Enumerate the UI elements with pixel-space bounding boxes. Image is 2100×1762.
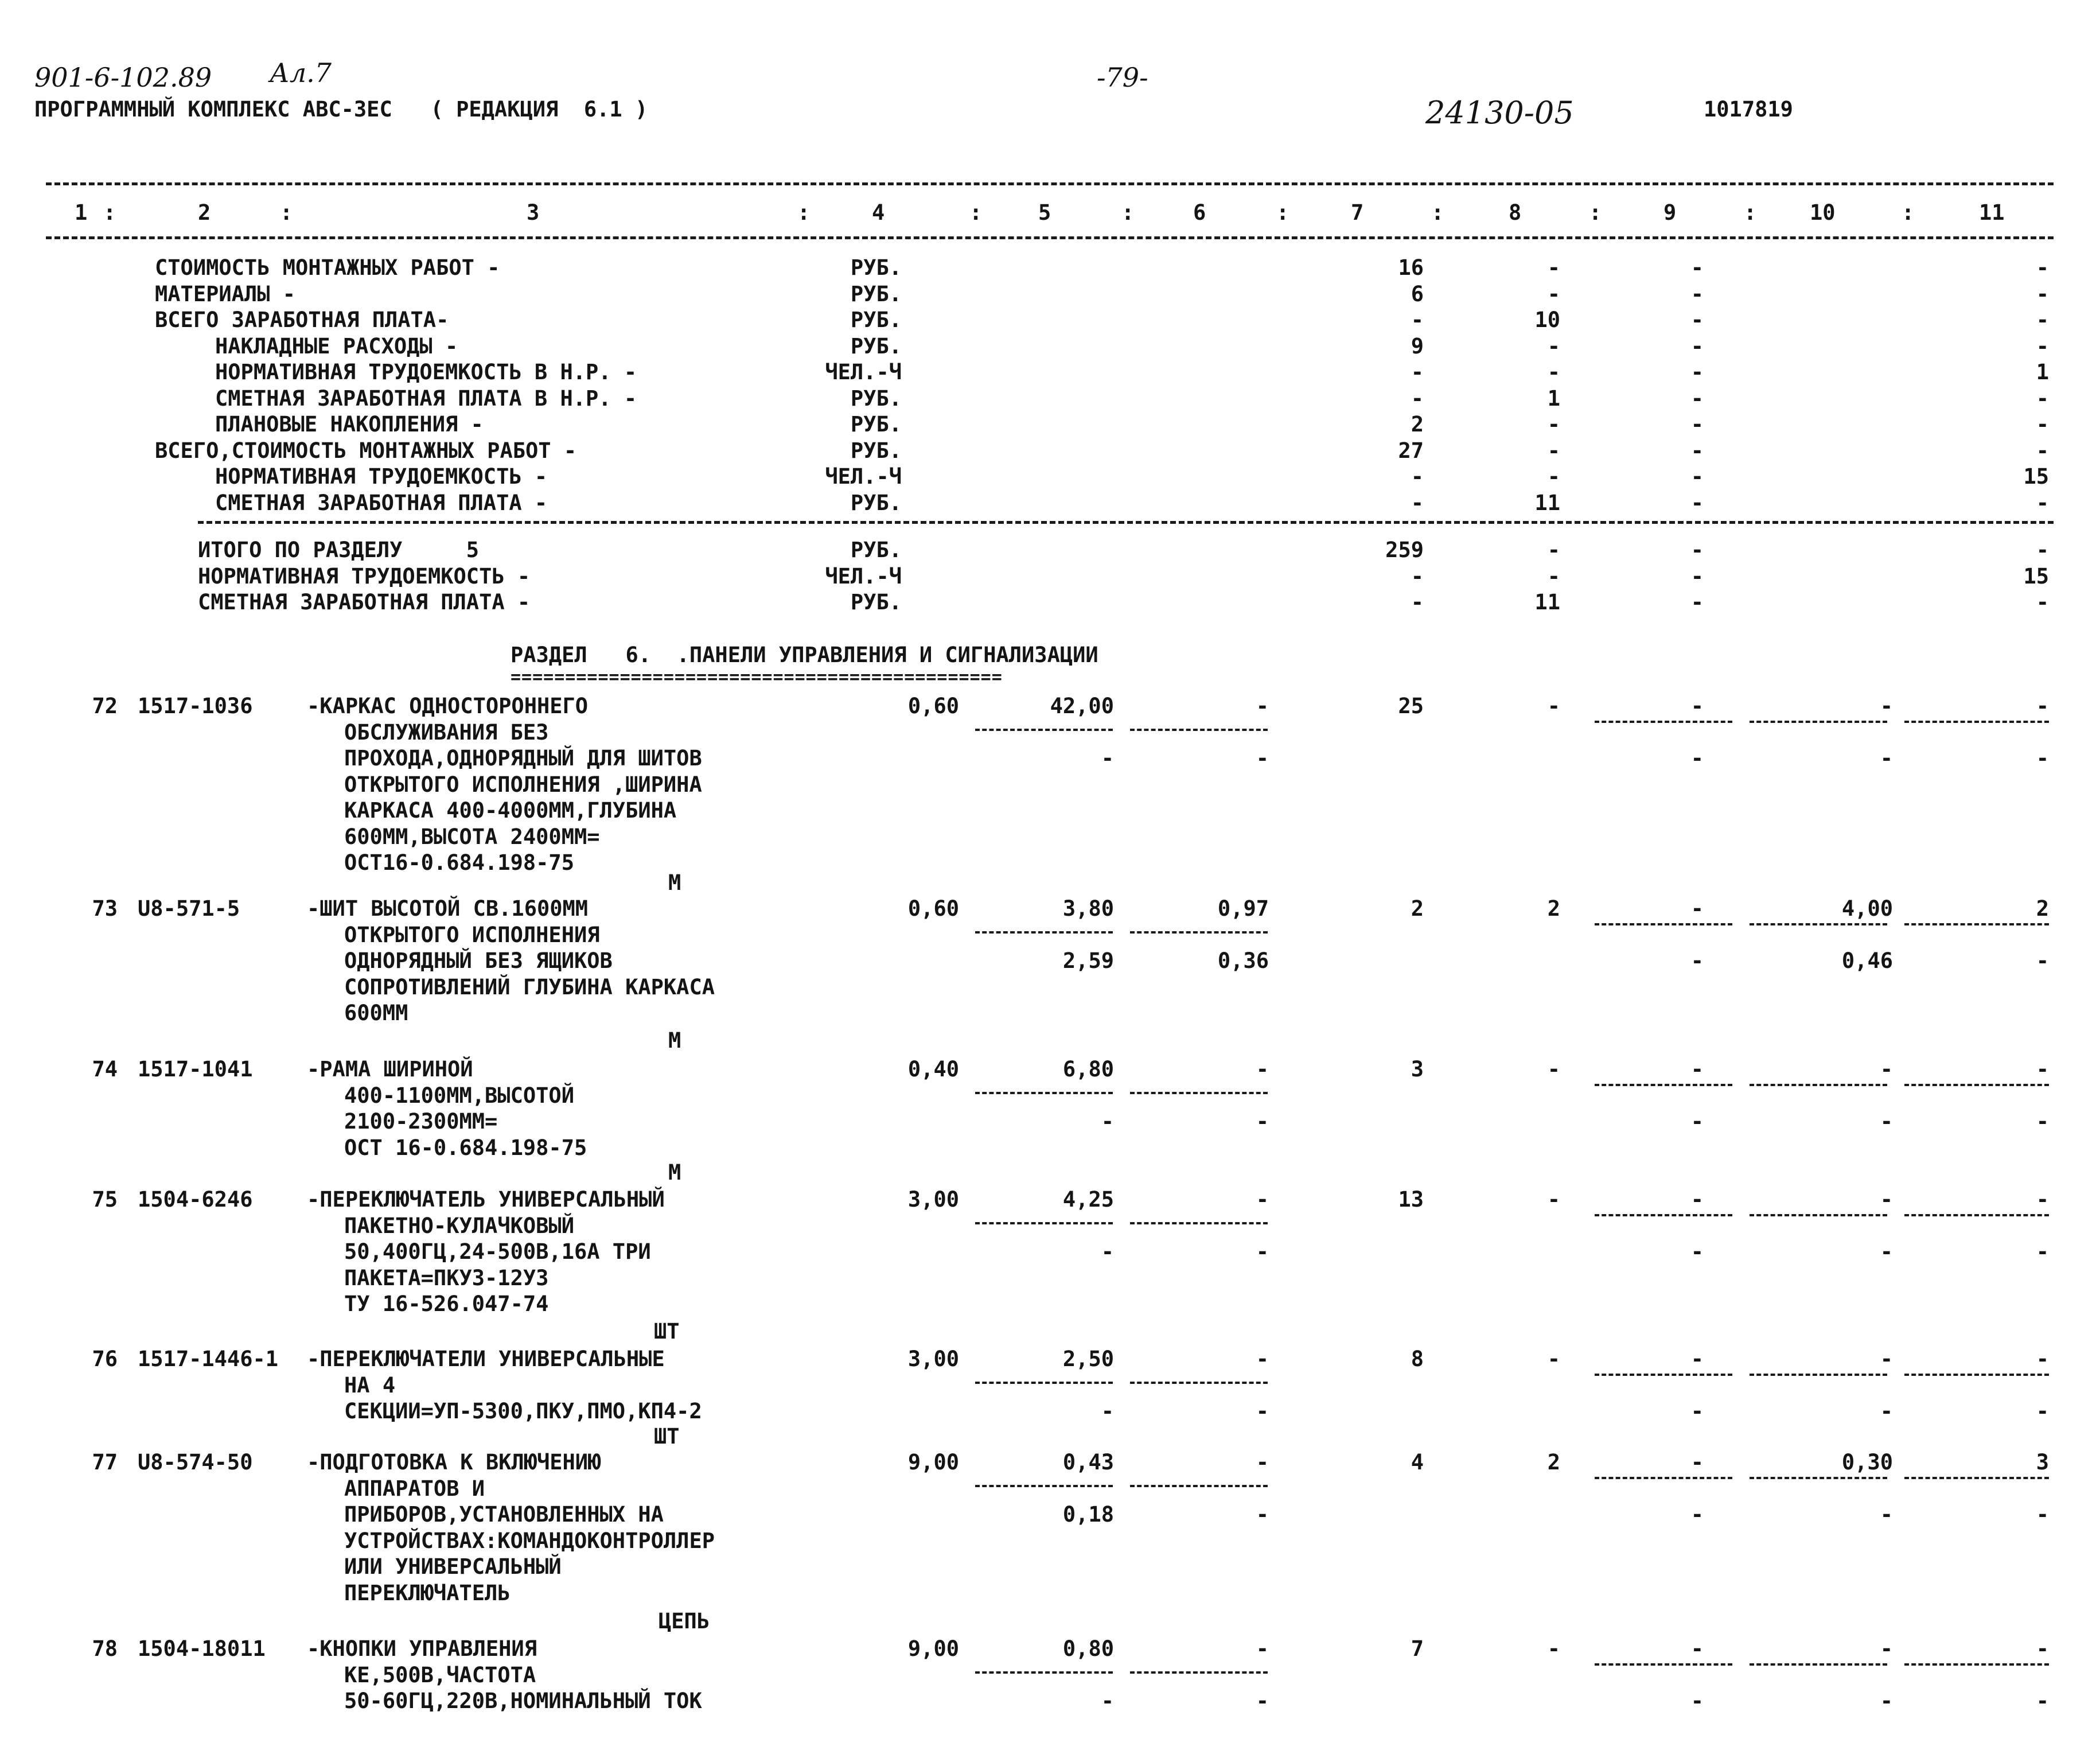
summary-label: СТОИМОСТЬ МОНТАЖНЫХ РАБОТ - <box>155 255 500 280</box>
item-description: -ШИТ ВЫСОТОЙ СВ.1600ММ <box>307 896 589 921</box>
cost-divider <box>975 1092 1113 1094</box>
item-number: 73 <box>92 896 118 921</box>
summary-col11: - <box>2036 255 2049 280</box>
summary-col9: - <box>1690 386 1704 411</box>
item-col10-sub: 0,46 <box>1841 948 1893 973</box>
section-underline: ============================================= <box>511 667 1003 687</box>
item-col6-sub: 0,36 <box>1217 948 1269 973</box>
cost-divider <box>1130 729 1268 731</box>
item-unit: М <box>668 1160 681 1185</box>
cost-divider <box>1904 1084 2049 1086</box>
summary-label: ВСЕГО ЗАРАБОТНАЯ ПЛАТА- <box>155 308 449 332</box>
item-description: ОСТ 16-0.684.198-75 <box>344 1135 587 1160</box>
summary-col7: - <box>1411 360 1424 384</box>
col-6: 6 <box>1193 200 1206 225</box>
summary-col9: - <box>1690 490 1704 515</box>
item-description: ПАКЕТА=ПКУ3-12У3 <box>344 1265 549 1290</box>
item-col7: 4 <box>1411 1450 1424 1475</box>
col-1: 1 <box>75 200 88 225</box>
cost-divider <box>1130 1092 1268 1094</box>
item-col11: - <box>2036 1187 2049 1212</box>
summary-col8: 11 <box>1534 490 1560 515</box>
summary-unit: РУБ. <box>850 281 902 306</box>
item-col6: - <box>1256 1450 1269 1475</box>
item-col9-sub: - <box>1690 1689 1704 1713</box>
cost-divider <box>1130 1222 1268 1224</box>
col-9: 9 <box>1663 200 1677 225</box>
item-col5-sub: - <box>1101 1399 1114 1423</box>
summary-unit: РУБ. <box>850 490 902 515</box>
cost-divider <box>1595 923 1732 925</box>
summary-col11: 1 <box>2036 360 2049 384</box>
item-description: ОТКРЫТОГО ИСПОЛНЕНИЯ <box>344 922 600 947</box>
item-col9: - <box>1690 1347 1704 1371</box>
item-col4: 9,00 <box>907 1636 959 1661</box>
item-col9-sub: - <box>1690 1239 1704 1264</box>
item-col10: - <box>1880 1347 1893 1371</box>
totals-col7: - <box>1411 563 1424 589</box>
item-col7: 7 <box>1411 1636 1424 1661</box>
item-col4: 3,00 <box>907 1187 959 1212</box>
cost-divider <box>1130 1671 1268 1674</box>
item-code: U8-571-5 <box>138 896 240 921</box>
item-col5: 42,00 <box>1050 694 1114 718</box>
summary-col7: - <box>1411 308 1424 332</box>
summary-label: СМЕТНАЯ ЗАРАБОТНАЯ ПЛАТА - <box>215 490 548 515</box>
item-description: 400-1100ММ,ВЫСОТОЙ <box>344 1083 574 1108</box>
item-description: -РАМА ШИРИНОЙ <box>307 1057 473 1082</box>
summary-col9: - <box>1690 464 1704 489</box>
summary-col11: - <box>2036 490 2049 515</box>
item-col10: - <box>1880 1187 1893 1212</box>
summary-col7: 27 <box>1398 438 1424 463</box>
summary-col9: - <box>1690 333 1704 359</box>
col-3: 3 <box>527 200 540 225</box>
cost-divider <box>975 1222 1113 1224</box>
item-unit: ЦЕПЬ <box>659 1609 710 1633</box>
item-col7: 8 <box>1411 1347 1424 1371</box>
item-description: УСТРОЙСТВАХ:КОМАНДОКОНТРОЛЛЕР <box>344 1528 715 1553</box>
handwritten-album: Ал.7 <box>270 57 332 88</box>
item-col11: 2 <box>2036 896 2049 921</box>
cost-divider <box>975 1382 1113 1384</box>
summary-col9: - <box>1690 308 1704 332</box>
summary-col11: - <box>2036 412 2049 437</box>
item-description: ОБСЛУЖИВАНИЯ БЕЗ <box>344 719 549 745</box>
program-title: ПРОГРАММНЫЙ КОМПЛЕКС АВС-3ЕС ( РЕДАКЦИЯ 6.1 ) <box>34 97 648 122</box>
cost-divider <box>1750 1477 1887 1479</box>
cost-divider <box>1750 1214 1887 1216</box>
item-description: 2100-2300ММ= <box>344 1109 498 1134</box>
item-description: -ПОДГОТОВКА К ВКЛЮЧЕНИЮ <box>307 1450 601 1475</box>
summary-col11: 15 <box>2023 464 2049 489</box>
summary-unit: РУБ. <box>850 386 902 411</box>
header-top-rule <box>46 182 2054 185</box>
cost-divider <box>1904 1663 2049 1666</box>
item-col6: - <box>1256 1057 1269 1082</box>
item-col10-sub: - <box>1880 1399 1893 1423</box>
col-7: 7 <box>1351 200 1364 225</box>
item-description: 600ММ,ВЫСОТА 2400ММ= <box>344 824 600 849</box>
totals-rule <box>198 521 2054 524</box>
summary-col9: - <box>1690 412 1704 437</box>
item-col4: 3,00 <box>907 1347 959 1371</box>
summary-col8: - <box>1547 333 1560 359</box>
item-description: -КНОПКИ УПРАВЛЕНИЯ <box>307 1636 537 1661</box>
item-col8: - <box>1547 1636 1560 1661</box>
item-col10: - <box>1880 1057 1893 1082</box>
summary-unit: ЧЕЛ.-Ч <box>825 464 902 489</box>
cost-divider <box>1750 721 1887 723</box>
item-description: ИЛИ УНИВЕРСАЛЬНЫЙ <box>344 1554 562 1579</box>
item-unit: ШТ <box>654 1319 680 1344</box>
totals-col7: 259 <box>1385 538 1424 562</box>
item-col9: - <box>1690 896 1704 921</box>
item-col7: 3 <box>1411 1057 1424 1082</box>
item-col8: 2 <box>1547 896 1560 921</box>
item-col9-sub: - <box>1690 1399 1704 1423</box>
totals-unit: ЧЕЛ.-Ч <box>825 563 902 589</box>
item-code: 1517-1036 <box>138 694 253 718</box>
item-col6-sub: - <box>1256 1502 1269 1527</box>
summary-col7: - <box>1411 464 1424 489</box>
totals-col9: - <box>1690 538 1704 562</box>
item-col5-sub: 0,18 <box>1062 1502 1114 1527</box>
item-col5-sub: - <box>1101 746 1114 771</box>
cost-divider <box>1904 1374 2049 1376</box>
summary-col7: 16 <box>1398 255 1424 280</box>
summary-col7: - <box>1411 386 1424 411</box>
col-4: 4 <box>872 200 885 225</box>
summary-col11: - <box>2036 386 2049 411</box>
item-description: ОДНОРЯДНЫЙ БЕЗ ЯЩИКОВ <box>344 948 613 973</box>
cost-divider <box>1130 1485 1268 1487</box>
summary-col11: - <box>2036 333 2049 359</box>
item-col10: 0,30 <box>1841 1450 1893 1475</box>
item-col5: 2,50 <box>1062 1347 1114 1371</box>
item-description: 600ММ <box>344 1001 408 1025</box>
cost-divider <box>975 1671 1113 1674</box>
item-number: 77 <box>92 1450 118 1475</box>
item-col5-sub: 2,59 <box>1062 948 1114 973</box>
item-col5-sub: - <box>1101 1239 1114 1264</box>
summary-col7: 6 <box>1411 281 1424 306</box>
cost-divider <box>1750 923 1887 925</box>
summary-label: НАКЛАДНЫЕ РАСХОДЫ - <box>215 333 458 359</box>
summary-col8: - <box>1547 438 1560 463</box>
item-col6: - <box>1256 1187 1269 1212</box>
item-col11-sub: - <box>2036 948 2049 973</box>
cost-divider <box>1904 1214 2049 1216</box>
item-col5-sub: - <box>1101 1109 1114 1134</box>
item-description: ОТКРЫТОГО ИСПОЛНЕНИЯ ,ШИРИНА <box>344 772 702 797</box>
summary-col8: - <box>1547 255 1560 280</box>
item-col8: - <box>1547 1187 1560 1212</box>
item-col9: - <box>1690 1057 1704 1082</box>
totals-col9: - <box>1690 563 1704 589</box>
item-description: КЕ,500В,ЧАСТОТА <box>344 1662 536 1687</box>
item-col11-sub: - <box>2036 746 2049 771</box>
totals-col11: - <box>2036 538 2049 562</box>
item-description: ПРИБОРОВ,УСТАНОВЛЕННЫХ НА <box>344 1502 664 1527</box>
cost-divider <box>975 931 1113 933</box>
item-col8: - <box>1547 1057 1560 1082</box>
item-description: КАРКАСА 400-4000ММ,ГЛУБИНА <box>344 798 677 823</box>
item-description: ПЕРЕКЛЮЧАТЕЛЬ <box>344 1580 511 1605</box>
item-unit: ШТ <box>654 1424 680 1449</box>
item-col8: - <box>1547 1347 1560 1371</box>
totals-col11: 15 <box>2023 563 2049 589</box>
summary-label: МАТЕРИАЛЫ - <box>155 281 296 306</box>
col-10: 10 <box>1810 200 1836 225</box>
cost-divider <box>1750 1084 1887 1086</box>
cost-divider <box>1595 1214 1732 1216</box>
summary-label: СМЕТНАЯ ЗАРАБОТНАЯ ПЛАТА В Н.Р. - <box>215 386 637 411</box>
cost-divider <box>1750 1374 1887 1376</box>
cost-divider <box>1595 1663 1732 1666</box>
summary-unit: ЧЕЛ.-Ч <box>825 360 902 384</box>
totals-label: НОРМАТИВНАЯ ТРУДОЕМКОСТЬ - <box>198 563 531 589</box>
item-description: ПАКЕТНО-КУЛАЧКОВЫЙ <box>344 1213 574 1238</box>
cost-divider <box>1595 1374 1732 1376</box>
item-description: -ПЕРЕКЛЮЧАТЕЛЬ УНИВЕРСАЛЬНЫЙ <box>307 1187 665 1212</box>
item-number: 76 <box>92 1347 118 1371</box>
item-col6-sub: - <box>1256 1399 1269 1423</box>
item-number: 78 <box>92 1636 118 1661</box>
item-col9: - <box>1690 1450 1704 1475</box>
item-col10-sub: - <box>1880 1502 1893 1527</box>
item-col10-sub: - <box>1880 1109 1893 1134</box>
item-col10-sub: - <box>1880 1239 1893 1264</box>
item-unit: М <box>668 870 681 895</box>
totals-col8: - <box>1547 563 1560 589</box>
item-col6-sub: - <box>1256 746 1269 771</box>
summary-col8: - <box>1547 360 1560 384</box>
col-5: 5 <box>1038 200 1051 225</box>
item-col6: 0,97 <box>1217 896 1269 921</box>
summary-unit: РУБ. <box>850 255 902 280</box>
item-description: ТУ 16-526.047-74 <box>344 1292 549 1316</box>
item-col5: 4,25 <box>1062 1187 1114 1212</box>
summary-label: НОРМАТИВНАЯ ТРУДОЕМКОСТЬ - <box>215 464 548 489</box>
item-col11: - <box>2036 1347 2049 1371</box>
item-code: 1504-18011 <box>138 1636 266 1661</box>
item-col9-sub: - <box>1690 1109 1704 1134</box>
item-col6: - <box>1256 1347 1269 1371</box>
totals-unit: РУБ. <box>850 538 902 562</box>
cost-divider <box>1904 923 2049 925</box>
item-col10: - <box>1880 1636 1893 1661</box>
item-col5: 3,80 <box>1062 896 1114 921</box>
totals-unit: РУБ. <box>850 590 902 614</box>
totals-col8: - <box>1547 538 1560 562</box>
cost-divider <box>975 729 1113 731</box>
item-col11: 3 <box>2036 1450 2049 1475</box>
item-col8: 2 <box>1547 1450 1560 1475</box>
item-description: 50-60ГЦ,220В,НОМИНАЛЬНЫЙ ТОК <box>344 1689 702 1713</box>
cost-divider <box>1904 721 2049 723</box>
item-description: СЕКЦИИ=УП-5300,ПКУ,ПМО,КП4-2 <box>344 1399 702 1423</box>
item-col7: 2 <box>1411 896 1424 921</box>
summary-unit: РУБ. <box>850 333 902 359</box>
summary-unit: РУБ. <box>850 412 902 437</box>
summary-unit: РУБ. <box>850 308 902 332</box>
summary-col9: - <box>1690 255 1704 280</box>
item-col5: 6,80 <box>1062 1057 1114 1082</box>
item-description: ПРОХОДА,ОДНОРЯДНЫЙ ДЛЯ ШИТОВ <box>344 746 702 771</box>
item-col9: - <box>1690 694 1704 718</box>
item-col5: 0,80 <box>1062 1636 1114 1661</box>
item-col4: 0,40 <box>907 1057 959 1082</box>
header-bottom-rule <box>46 236 2054 239</box>
item-unit: М <box>668 1028 681 1053</box>
cost-divider <box>1595 1477 1732 1479</box>
item-col10: 4,00 <box>1841 896 1893 921</box>
item-col4: 0,60 <box>907 896 959 921</box>
item-code: 1517-1446-1 <box>138 1347 279 1371</box>
totals-col7: - <box>1411 590 1424 614</box>
summary-col9: - <box>1690 438 1704 463</box>
cost-divider <box>1595 721 1732 723</box>
summary-unit: РУБ. <box>850 438 902 463</box>
cost-divider <box>1750 1663 1887 1666</box>
col-8: 8 <box>1509 200 1522 225</box>
item-col4: 9,00 <box>907 1450 959 1475</box>
item-col11: - <box>2036 1636 2049 1661</box>
item-col11-sub: - <box>2036 1239 2049 1264</box>
item-col7: 25 <box>1398 694 1424 718</box>
summary-col11: - <box>2036 438 2049 463</box>
item-description: -ПЕРЕКЛЮЧАТЕЛИ УНИВЕРСАЛЬНЫЕ <box>307 1347 665 1371</box>
item-code: 1517-1041 <box>138 1057 253 1082</box>
totals-label: СМЕТНАЯ ЗАРАБОТНАЯ ПЛАТА - <box>198 590 531 614</box>
summary-col7: 2 <box>1411 412 1424 437</box>
item-description: ОСТ16-0.684.198-75 <box>344 850 574 875</box>
item-col11: - <box>2036 1057 2049 1082</box>
totals-col11: - <box>2036 590 2049 614</box>
summary-label: ВСЕГО,СТОИМОСТЬ МОНТАЖНЫХ РАБОТ - <box>155 438 577 463</box>
item-code: U8-574-50 <box>138 1450 253 1475</box>
summary-label: ПЛАНОВЫЕ НАКОПЛЕНИЯ - <box>215 412 484 437</box>
cost-divider <box>1130 1382 1268 1384</box>
summary-col8: 1 <box>1547 386 1560 411</box>
summary-col7: 9 <box>1411 333 1424 359</box>
totals-col8: 11 <box>1534 590 1560 614</box>
item-col11-sub: - <box>2036 1109 2049 1134</box>
item-col10: - <box>1880 694 1893 718</box>
handwritten-code: 901-6-102.89 <box>34 62 212 93</box>
summary-col11: - <box>2036 308 2049 332</box>
item-col7: 13 <box>1398 1187 1424 1212</box>
summary-col9: - <box>1690 281 1704 306</box>
item-col9: - <box>1690 1636 1704 1661</box>
summary-col8: - <box>1547 464 1560 489</box>
item-description: СОПРОТИВЛЕНИЙ ГЛУБИНА КАРКАСА <box>344 974 715 999</box>
section-title: РАЗДЕЛ 6. .ПАНЕЛИ УПРАВЛЕНИЯ И СИГНАЛИЗАЦИИ <box>511 643 1098 667</box>
item-col11-sub: - <box>2036 1399 2049 1423</box>
item-col9-sub: - <box>1690 1502 1704 1527</box>
col-2: 2 <box>198 200 211 225</box>
item-number: 72 <box>92 694 118 718</box>
totals-label: ИТОГО ПО РАЗДЕЛУ 5 <box>198 538 480 562</box>
col-11: 11 <box>1979 200 2005 225</box>
cost-divider <box>975 1485 1113 1487</box>
summary-col11: - <box>2036 281 2049 306</box>
item-number: 75 <box>92 1187 118 1212</box>
item-code: 1504-6246 <box>138 1187 253 1212</box>
summary-col9: - <box>1690 360 1704 384</box>
item-col4: 0,60 <box>907 694 959 718</box>
totals-col9: - <box>1690 590 1704 614</box>
item-col5: 0,43 <box>1062 1450 1114 1475</box>
item-description: 50,400ГЦ,24-500В,16А ТРИ <box>344 1239 651 1264</box>
item-col8: - <box>1547 694 1560 718</box>
item-col9-sub: - <box>1690 948 1704 973</box>
summary-col8: 10 <box>1534 308 1560 332</box>
item-col6-sub: - <box>1256 1239 1269 1264</box>
item-col6-sub: - <box>1256 1689 1269 1713</box>
item-col5-sub: - <box>1101 1689 1114 1713</box>
item-col11: - <box>2036 694 2049 718</box>
item-col9: - <box>1690 1187 1704 1212</box>
cost-divider <box>1595 1084 1732 1086</box>
item-col6: - <box>1256 1636 1269 1661</box>
item-description: -КАРКАС ОДНОСТОРОННЕГО <box>307 694 589 718</box>
summary-label: НОРМАТИВНАЯ ТРУДОЕМКОСТЬ В Н.Р. - <box>215 360 637 384</box>
doc-code: 24130-05 <box>1425 95 1574 131</box>
cost-divider <box>1904 1477 2049 1479</box>
item-col11-sub: - <box>2036 1689 2049 1713</box>
summary-col8: - <box>1547 281 1560 306</box>
item-col11-sub: - <box>2036 1502 2049 1527</box>
page-number: -79- <box>1097 62 1148 93</box>
doc-number: 1017819 <box>1704 97 1793 122</box>
item-description: АППАРАТОВ И <box>344 1476 485 1501</box>
item-col9-sub: - <box>1690 746 1704 771</box>
summary-col8: - <box>1547 412 1560 437</box>
item-col10-sub: - <box>1880 746 1893 771</box>
summary-col7: - <box>1411 490 1424 515</box>
item-col10-sub: - <box>1880 1689 1893 1713</box>
cost-divider <box>1130 931 1268 933</box>
item-description: НА 4 <box>344 1372 396 1398</box>
item-number: 74 <box>92 1057 118 1082</box>
item-col6-sub: - <box>1256 1109 1269 1134</box>
item-col6: - <box>1256 694 1269 718</box>
